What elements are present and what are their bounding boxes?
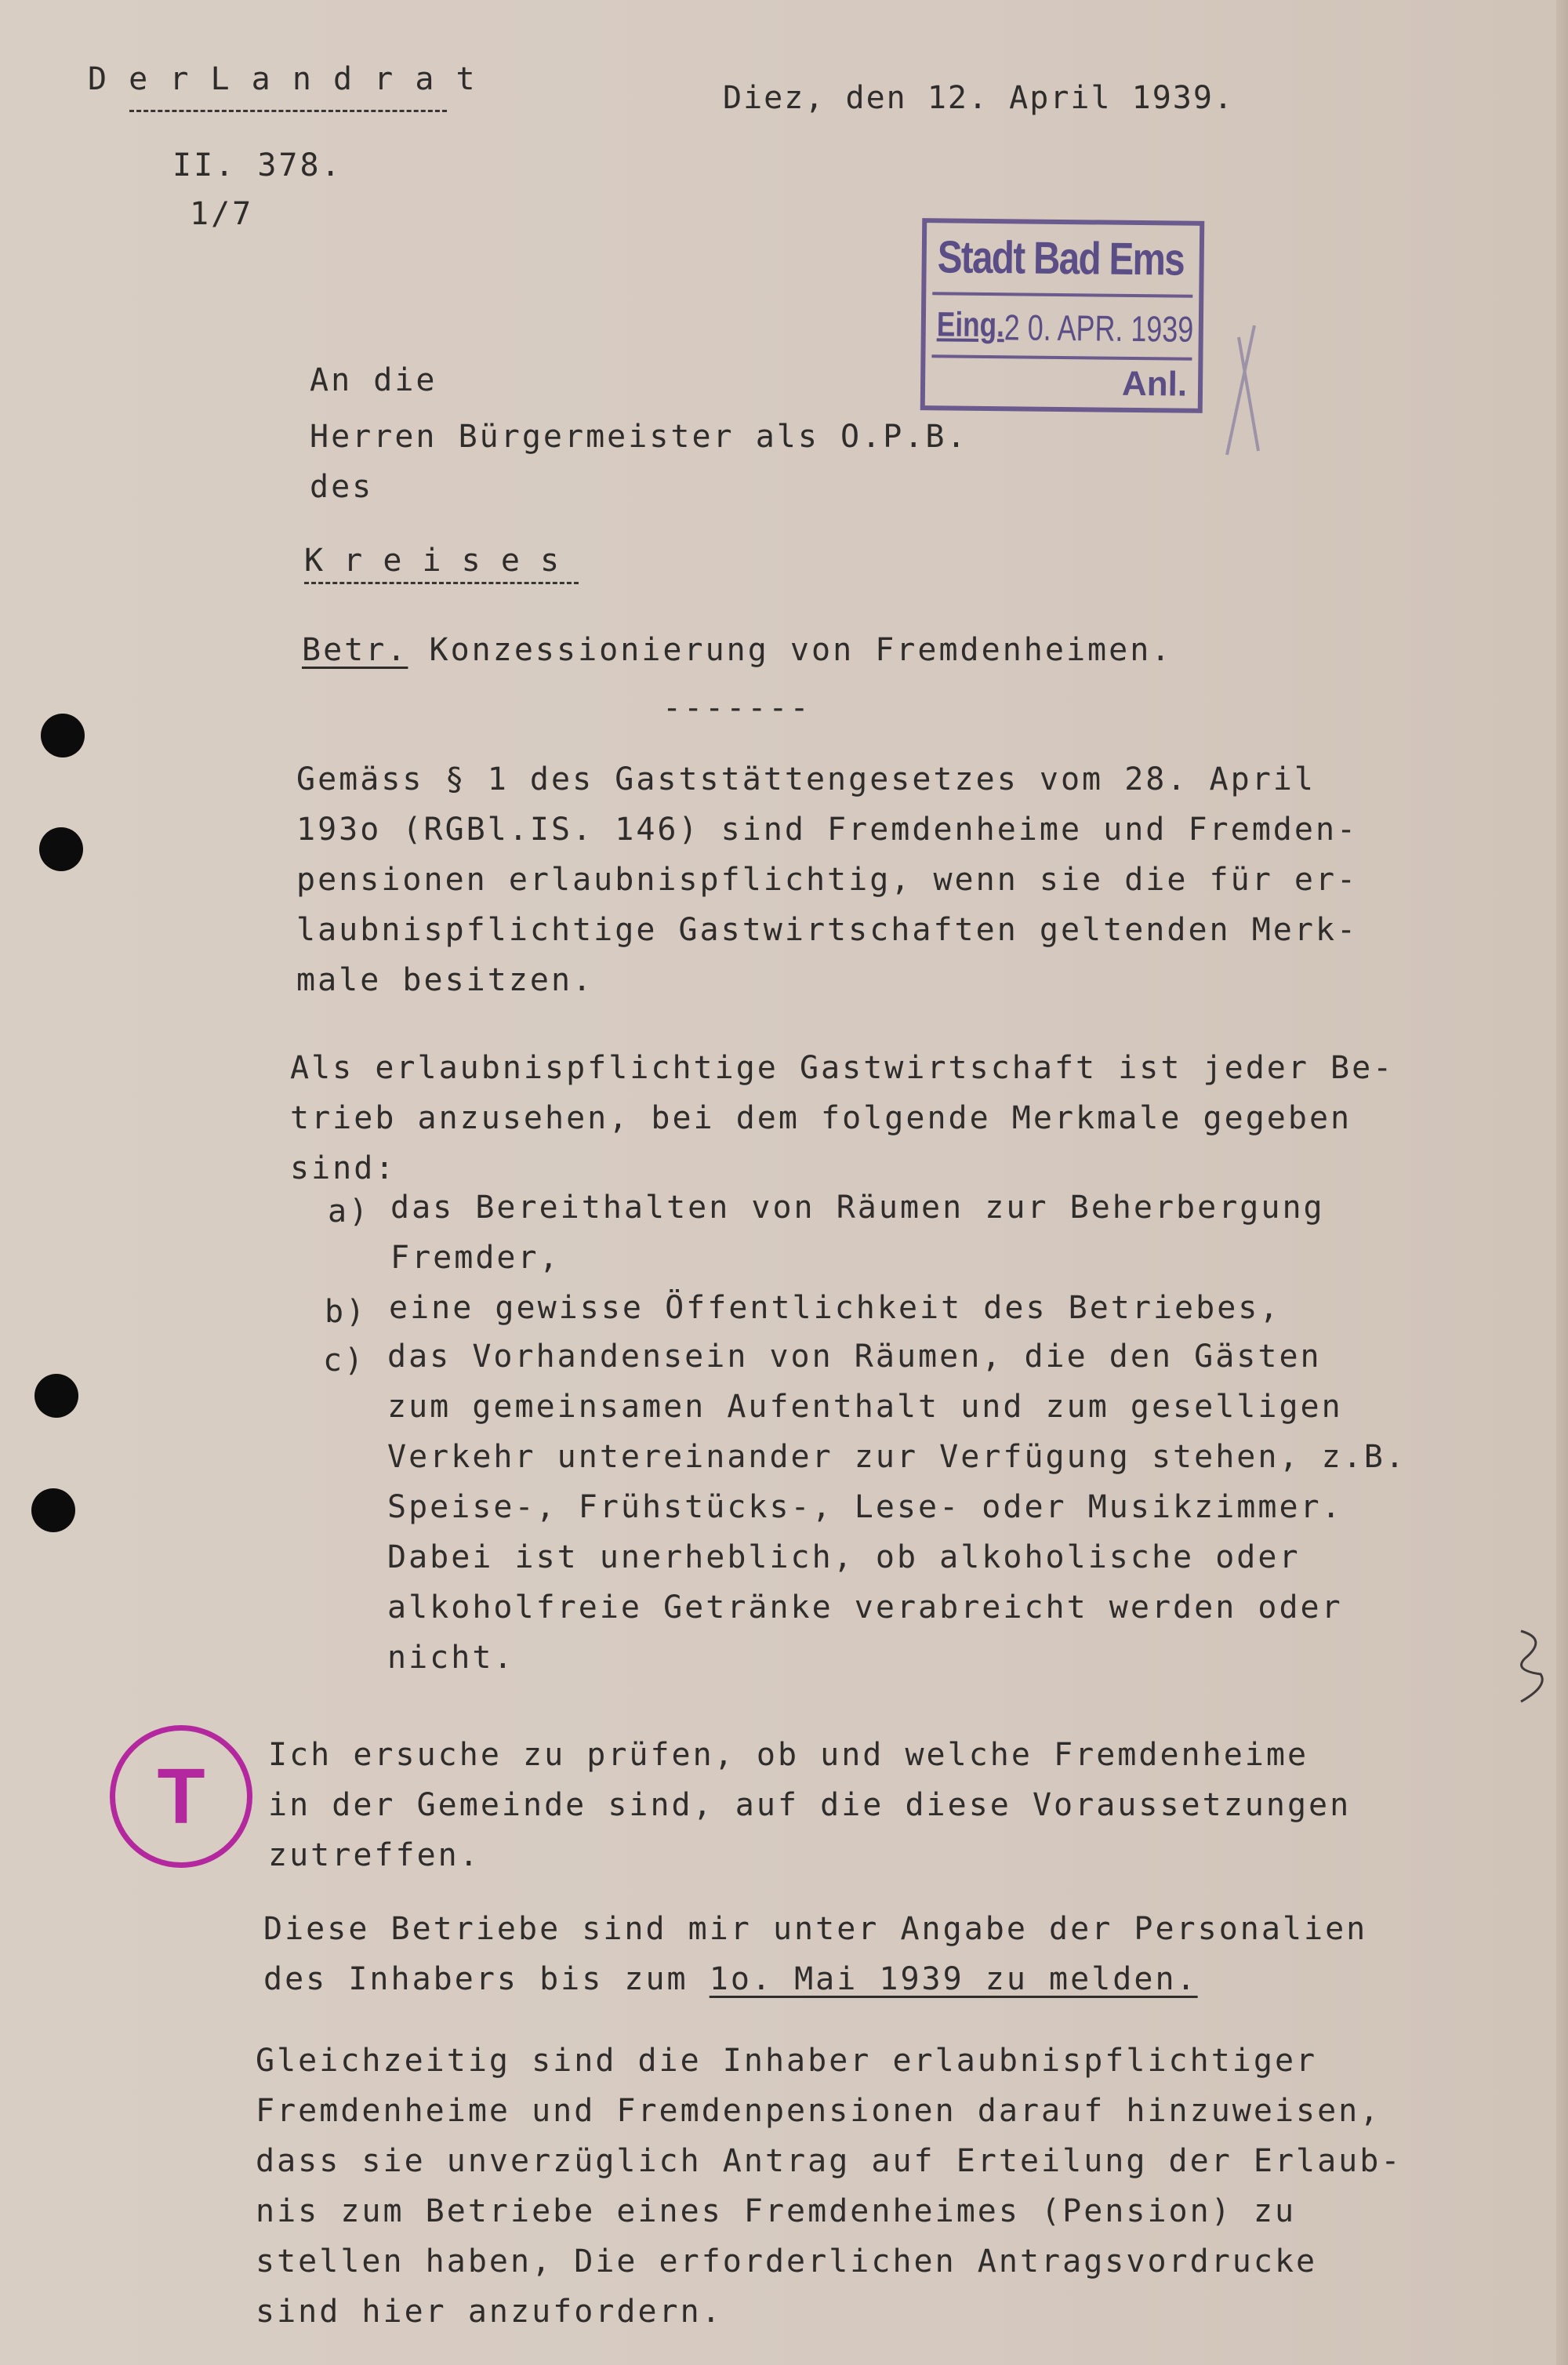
addressee-line-3: des: [310, 469, 374, 505]
kreises-underline: [304, 582, 579, 584]
text-line: pensionen erlaubnispflichtig, wenn sie die für er-: [296, 862, 1359, 898]
list-item-c: [387, 1331, 1406, 1683]
list-marker-a: a): [328, 1193, 371, 1230]
text-line: trieb anzusehen, bei dem folgende Merkmale gegeben: [290, 1100, 1352, 1136]
list-item-b: [389, 1283, 1280, 1333]
text-line: nis zum Betriebe eines Fremdenheimes (Pension) zu: [256, 2193, 1297, 2229]
reference-sub: 1/7: [190, 196, 254, 232]
addressee-line-4: K r e i s e s: [304, 543, 561, 579]
text-line: das Bereithalten von Räumen zur Beherbergung: [390, 1190, 1325, 1226]
stamp-title: Stadt Bad Ems: [937, 231, 1185, 285]
sender-line: D e r L a n d r a t: [88, 61, 477, 97]
text-line: Gleichzeitig sind die Inhaber erlaubnispflichtiger: [256, 2043, 1318, 2079]
text-line: Speise-, Frühstücks-, Lese- oder Musikzimmer.: [387, 1489, 1343, 1525]
addressee-line-2: Herren Bürgermeister als O.P.B.: [310, 419, 968, 455]
paragraph-5: [256, 2036, 1402, 2337]
pencil-mark: [1509, 1623, 1556, 1717]
t-mark-circle: [110, 1725, 252, 1868]
paper-edge: [1556, 0, 1568, 2365]
text-line: Fremdenheime und Fremdenpensionen darauf hinzuweisen,: [256, 2093, 1381, 2129]
t-mark-letter: T: [157, 1752, 205, 1840]
text-line: eine gewisse Öffentlichkeit des Betriebes,: [389, 1290, 1281, 1326]
stamp-date: 2 0. APR. 1939: [1004, 307, 1194, 350]
stamp-rule: [932, 292, 1192, 297]
text-line: 193o (RGBl.IS. 146) sind Fremdenheime und Fremden-: [296, 812, 1359, 848]
subject-label: Betr.: [302, 632, 408, 668]
text-line: zum gemeinsamen Aufenthalt und zum geselligen: [387, 1389, 1343, 1425]
addressee-line-1: An die: [310, 362, 437, 398]
list-marker-b: b): [325, 1294, 368, 1330]
text-line: alkoholfreie Getränke verabreicht werden oder: [387, 1589, 1343, 1626]
deadline-text: 1o. Mai 1939 zu melden.: [709, 1961, 1198, 1997]
subject-text: Konzessionierung von Fremdenheimen.: [408, 632, 1173, 668]
text-line: nicht.: [387, 1640, 515, 1676]
text-line: [263, 1954, 1367, 2004]
text-line: laubnispflichtige Gastwirtschaften geltenden Merk-: [296, 912, 1359, 948]
text-line: Gemäss § 1 des Gaststättengesetzes vom 28. April: [296, 761, 1316, 797]
list-marker-c: c): [323, 1342, 366, 1379]
receipt-stamp: [920, 218, 1205, 413]
text-line: das Vorhandensein von Räumen, die den Gästen: [387, 1339, 1322, 1375]
text-line: Als erlaubnispflichtige Gastwirtschaft ist jeder Be-: [290, 1050, 1395, 1086]
text-line: Dabei ist unerheblich, ob alkoholische oder: [387, 1539, 1301, 1575]
place-date: Diez, den 12. April 1939.: [723, 80, 1235, 116]
text-line: Diese Betriebe sind mir unter Angabe der Personalien: [263, 1911, 1368, 1947]
punch-hole: [31, 1488, 75, 1532]
paragraph-4: [263, 1904, 1367, 2004]
text-line: male besitzen.: [296, 962, 594, 998]
stamp-anl-label: Anl.: [1121, 364, 1188, 404]
pencil-mark: [1211, 314, 1266, 463]
subject-rule: -------: [662, 690, 811, 726]
text-line: dass sie unverzüglich Antrag auf Erteilung der Erlaub-: [256, 2143, 1403, 2179]
list-item-a: [390, 1182, 1325, 1283]
deadline-lead: des Inhabers bis zum: [263, 1961, 710, 1997]
reference-number: II. 378.: [172, 147, 343, 183]
text-line: Ich ersuche zu prüfen, ob und welche Fremdenheime: [268, 1737, 1309, 1773]
text-line: stellen haben, Die erforderlichen Antragsvordrucke: [256, 2243, 1318, 2280]
sender-underline: [129, 110, 447, 112]
text-line: zutreffen.: [268, 1837, 481, 1873]
punch-hole: [34, 1374, 78, 1418]
paragraph-1: [296, 754, 1358, 1005]
text-line: sind:: [290, 1150, 397, 1186]
text-line: in der Gemeinde sind, auf die diese Voraussetzungen: [268, 1787, 1352, 1823]
punch-hole: [41, 714, 85, 757]
paragraph-3: [268, 1730, 1351, 1880]
punch-hole: [39, 827, 83, 871]
stamp-eing-label: Eing.: [936, 305, 1005, 345]
subject-line: [302, 632, 1172, 668]
text-line: sind hier anzufordern.: [256, 2294, 723, 2330]
text-line: Verkehr untereinander zur Verfügung stehen, z.B.: [387, 1439, 1406, 1475]
paragraph-2: [290, 1043, 1394, 1193]
text-line: Fremder,: [390, 1240, 561, 1276]
stamp-rule: [931, 354, 1192, 360]
